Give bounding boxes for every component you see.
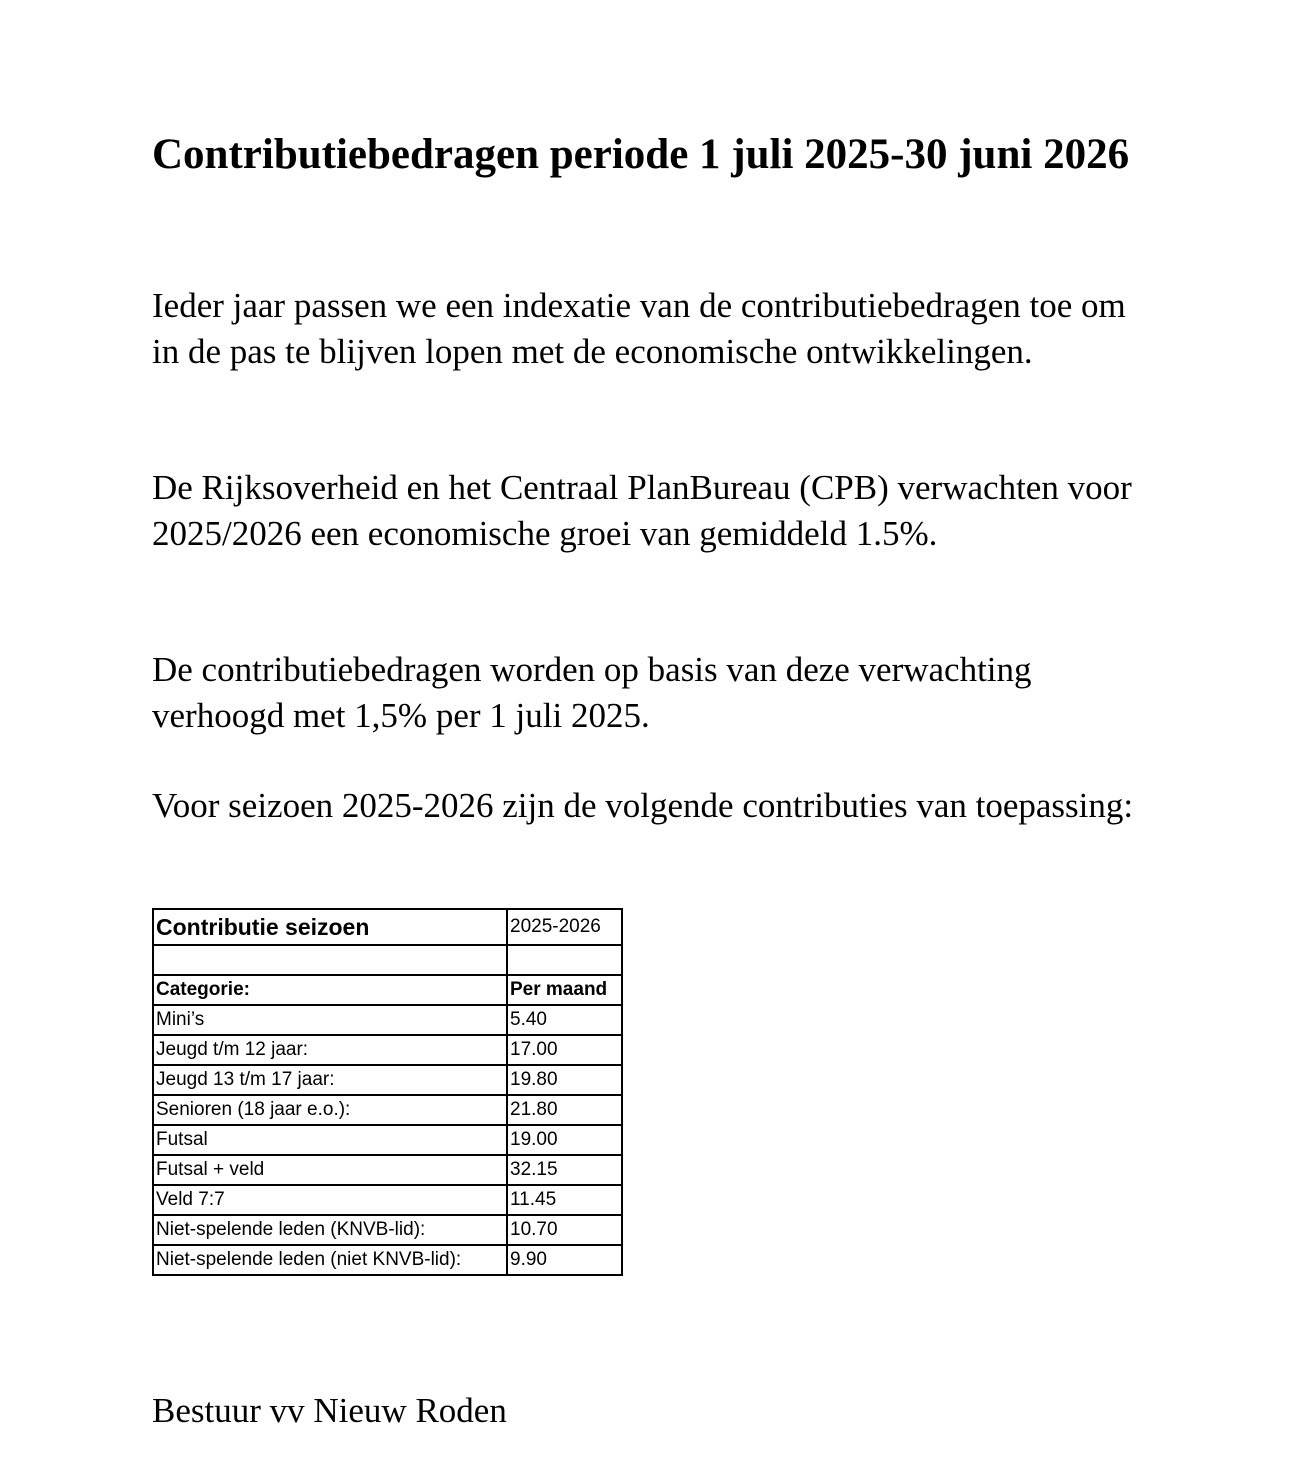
amount-cell: 32.15	[507, 1155, 622, 1185]
page-title: Contributiebedragen periode 1 juli 2025-30 juni 2026	[152, 131, 1130, 178]
category-cell: Jeugd t/m 12 jaar:	[153, 1035, 507, 1065]
category-cell: Veld 7:7	[153, 1185, 507, 1215]
table-row	[153, 1215, 622, 1245]
table-header-row	[153, 909, 622, 945]
column-header-category: Categorie:	[153, 975, 507, 1005]
amount-cell: 19.80	[507, 1065, 622, 1095]
table-header-season: 2025-2026	[507, 909, 622, 945]
amount-cell: 5.40	[507, 1005, 622, 1035]
amount-cell: 21.80	[507, 1095, 622, 1125]
table-row	[153, 1245, 622, 1275]
paragraph-cpb-growth: De Rijksoverheid en het Centraal PlanBureau (CPB) verwachten voor 2025/2026 een economische groei van gemiddeld 1.5%.	[152, 468, 1132, 553]
contribution-table	[152, 908, 623, 1276]
category-cell: Jeugd 13 t/m 17 jaar:	[153, 1065, 507, 1095]
column-header-amount: Per maand	[507, 975, 622, 1005]
table-row	[153, 1035, 622, 1065]
category-cell: Senioren (18 jaar e.o.):	[153, 1095, 507, 1125]
table-row	[153, 1065, 622, 1095]
category-cell: Futsal	[153, 1125, 507, 1155]
category-cell: Mini’s	[153, 1005, 507, 1035]
amount-cell: 11.45	[507, 1185, 622, 1215]
table-blank-cell	[507, 945, 622, 975]
table-row	[153, 1125, 622, 1155]
amount-cell: 19.00	[507, 1125, 622, 1155]
signature: Bestuur vv Nieuw Roden	[152, 1391, 507, 1430]
category-cell: Niet-spelende leden (niet KNVB-lid):	[153, 1245, 507, 1275]
table-row	[153, 1095, 622, 1125]
table-row	[153, 1155, 622, 1185]
category-cell: Niet-spelende leden (KNVB-lid):	[153, 1215, 507, 1245]
table-blank-cell	[153, 945, 507, 975]
amount-cell: 9.90	[507, 1245, 622, 1275]
category-cell: Futsal + veld	[153, 1155, 507, 1185]
paragraph-indexation: Ieder jaar passen we een indexatie van de contributiebedragen toe om in de pas te blijven lopen met de economische ontwikkelingen.	[152, 286, 1126, 371]
table-header-label: Contributie seizoen	[153, 909, 507, 945]
amount-cell: 17.00	[507, 1035, 622, 1065]
amount-cell: 10.70	[507, 1215, 622, 1245]
table-column-header-row	[153, 975, 622, 1005]
table-row	[153, 1005, 622, 1035]
table-row	[153, 1185, 622, 1215]
paragraph-increase: De contributiebedragen worden op basis van deze verwachting verhoogd met 1,5% per 1 juli 2025.	[152, 650, 1032, 735]
table-blank-row	[153, 945, 622, 975]
paragraph-intro-table: Voor seizoen 2025-2026 zijn de volgende contributies van toepassing:	[152, 786, 1134, 825]
